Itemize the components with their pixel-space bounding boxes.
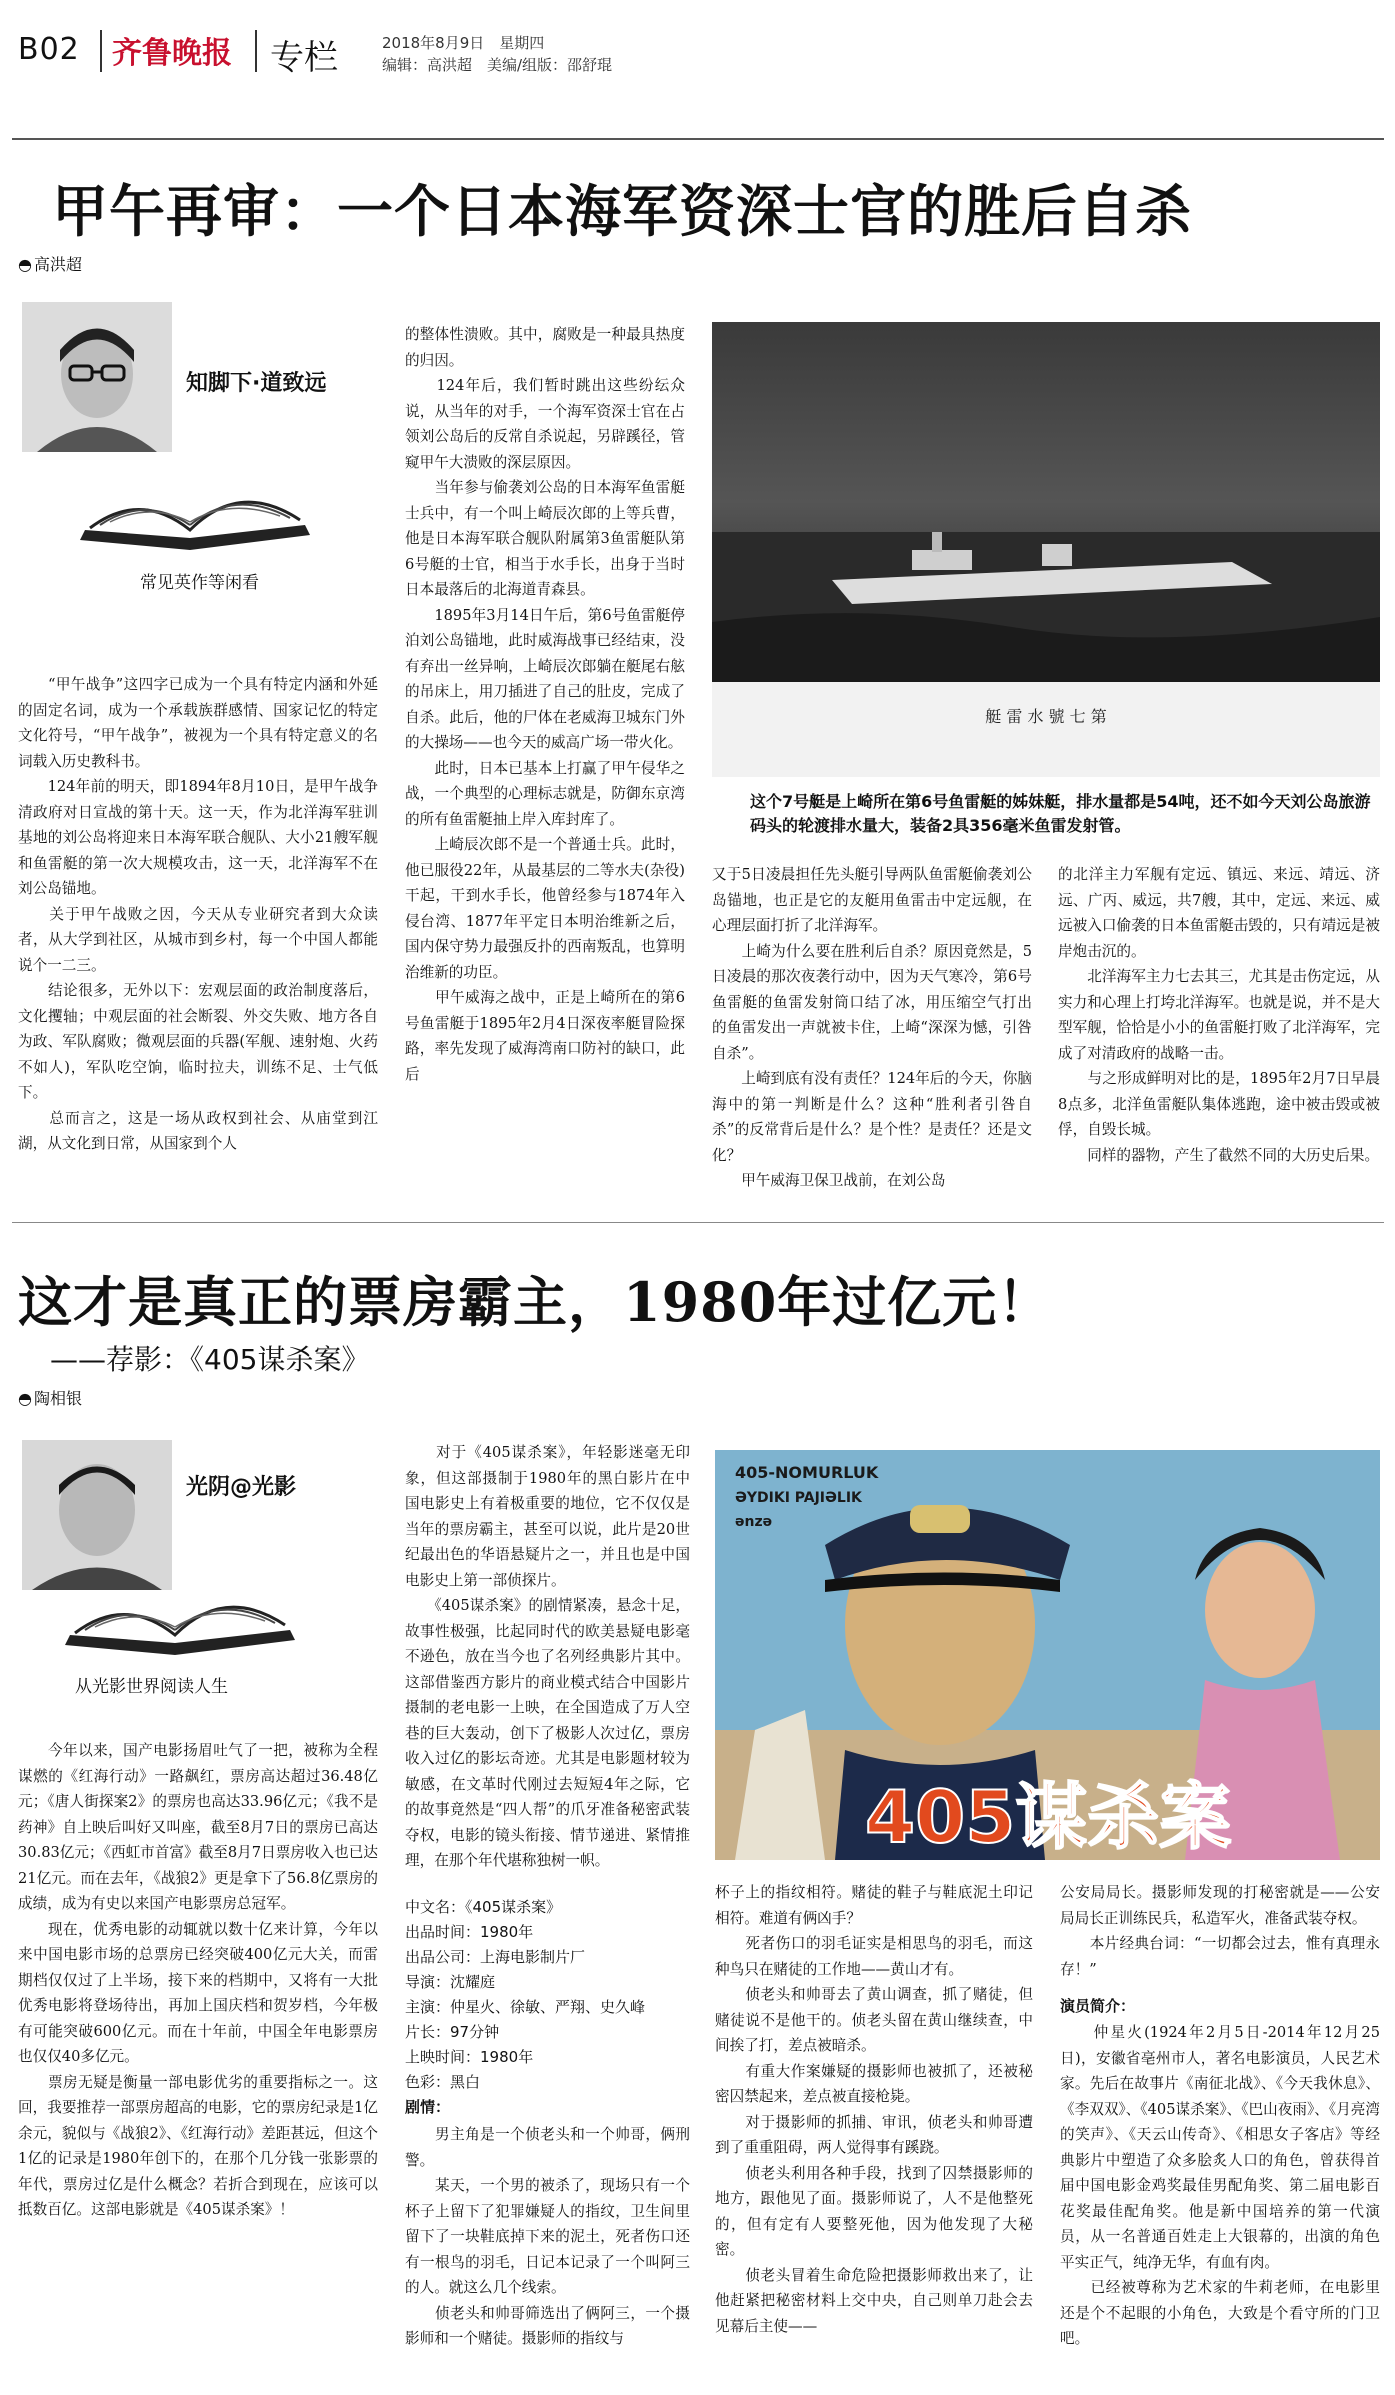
article-1-column-3: 又于5日凌晨担任先头艇引导两队鱼雷艇偷袭刘公岛锚地，也正是它的友艇用鱼雷击中定远舰，在心理层面打折了北洋海军。 上崎为什么要在胜利后自杀？原因竟然是，5日凌晨的那次夜袭行动中，因为天气寒冷，第6号鱼雷艇的鱼雷发射筒口结了冰，用压缩空气打出的鱼雷发出一声就被卡住，上崎“深深为憾，引咎自杀”。 上崎到底有没有责任？124年后的今天，你脑海中的第一判断是什么？这种“胜利者引咎自杀”的反常背后是什么？是个性？是责任？还是文化？ 甲午威海卫保卫战前，在刘公岛 — [712, 866, 1032, 1189]
plot-label: 剧情： — [405, 2098, 451, 2116]
columnist-portrait — [22, 1440, 172, 1590]
film-info-row: 导演：沈耀庭 — [405, 1973, 496, 1991]
page-number: B02 — [18, 32, 80, 67]
article-1-title: 甲午再审：一个日本海军资深士官的胜后自杀 — [52, 179, 1192, 245]
actor-intro-label: 演员简介： — [1060, 1997, 1136, 2015]
film-info-row: 色彩：黑白 — [405, 2073, 481, 2091]
article-2-plot: 男主角是一个侦老头和一个帅哥，俩刑警。 某天，一个男的被杀了，现场只有一个杯子上留下了犯罪嫌疑人的指纹，卫生间里留下了一块鞋底掉下来的泥土，死者伤口还有一根鸟的羽毛，日记本记录了一个叫阿三的人。就这么几个线索。 侦老头和帅哥筛选出了俩阿三，一个摄影师和一个赌徒。摄影师的指纹与 — [405, 2126, 690, 2347]
film-info-list — [405, 1895, 690, 2120]
torpedo-boat-image — [712, 322, 1380, 777]
film-poster-image — [715, 1450, 1380, 1860]
article-2-title: 这才是真正的票房霸主，1980年过亿元！ — [18, 1270, 1053, 1334]
film-poster — [715, 1450, 1380, 1860]
article-2-subtitle: ——荐影：《405谋杀案》 — [50, 1343, 370, 1376]
article-2-actor-bio: 仲星火(1924年2月5日-2014年12月25日)，安徽省亳州市人，著名电影演员，人民艺术家。先后在故事片《南征北战》、《今天我休息》、《李双双》、《405谋杀案》、《巴山夜雨》、《月亮湾的笑声》、《天云山传奇》、《相思女子客店》等经典影片中塑造了众多脍炙人口的角色，曾获得首届中国电影金鸡奖最佳男配角奖、第二届电影百花奖最佳配角奖。他是新中国培养的第一代演员，从一名普通百姓走上大银幕的，出演的角色平实正气，纯净无华，有血有肉。 已经被尊称为艺术家的牛莉老师，在电影里还是个不起眼的小角色，大致是个看守所的门卫吧。 — [1060, 2024, 1380, 2347]
columnist-avatar — [22, 302, 172, 452]
article-1-column-4: 的北洋主力军舰有定远、镇远、来远、靖远、济远、广丙、威远，共7艘，其中，定远、来远、威远被入口偷袭的日本鱼雷艇击毁的，只有靖远是被岸炮击沉的。 北洋海军主力七去其三，尤其是击伤定远，从实力和心理上打垮北洋海军。也就是说，并不是大型军舰，恰恰是小小的鱼雷艇打败了北洋海军，完成了对清政府的战略一击。 与之形成鲜明对比的是，1895年2月7日早晨8点多，北洋鱼雷艇队集体逃跑，途中被击毁或被俘，自毁长城。 同样的器物，产生了截然不同的大历史后果。 — [1058, 866, 1380, 1164]
date-line: 2018年8月9日 星期四 — [382, 34, 545, 52]
photo-1-caption: 这个7号艇是上崎所在第6号鱼雷艇的姊妹艇，排水量都是54吨，还不如今天刘公岛旅游码头的轮渡排水量大，装备2具356毫米鱼雷发射管。 — [750, 792, 1371, 835]
poster-uyghur-line-3: ənzə — [735, 1514, 773, 1530]
editor-line: 编辑：高洪超 美编/组版：邵舒琨 — [382, 56, 613, 74]
poster-uyghur-line-1: 405-NOMURLUK — [735, 1463, 879, 1482]
columnist-avatar — [22, 1440, 172, 1590]
header-divider — [100, 30, 102, 72]
header-rule — [12, 138, 1384, 140]
column-name: 知脚下·道致远 — [186, 371, 327, 396]
open-book-icon — [55, 1575, 305, 1665]
film-info-row: 出品公司：上海电影制片厂 — [405, 1948, 586, 1966]
article-2-column-3: 杯子上的指纹相符。赌徒的鞋子与鞋底泥土印记相符。难道有俩凶手？ 死者伤口的羽毛证实是相思鸟的羽毛，而这种鸟只在赌徒的工作地——黄山才有。 侦老头和帅哥去了黄山调查，抓了赌徒，但赌徒说不是他干的。侦老头留在黄山继续查，中间挨了打，差点被暗杀。 有重大作案嫌疑的摄影师也被抓了，还被秘密囚禁起来，差点被直接枪毙。 对于摄影师的抓捕、审讯，侦老头和帅哥遭到了重重阻碍，两人觉得事有蹊跷。 侦老头利用各种手段，找到了囚禁摄影师的地方，跟他见了面。摄影师说了，人不是他整死的，但有定有人要整死他，因为他发现了大秘密。 侦老头冒着生命危险把摄影师救出来了，让他赶紧把秘密材料上交中央，自己则单刀赴会去见幕后主使—— — [715, 1884, 1033, 2335]
article-1-column-1: “甲午战争”这四字已成为一个具有特定内涵和外延的固定名词，成为一个承载族群感情、国家记忆的特定文化符号，“甲午战争”，被视为一个具有特定意义的名词载入历史教科书。 124年前的明天，即1894年8月10日，是甲午战争清政府对日宣战的第十天。这一天，作为北洋海军驻训基地的刘公岛将迎来日本海军联合舰队、大小21艘军舰和鱼雷艇的第一次大规模攻击，这一天，北洋海军不在刘公岛锚地。 关于甲午战败之因，今天从专业研究者到大众读者，从大学到社区，从城市到乡村，每一个中国人都能说个一二三。 结论很多，无外以下：宏观层面的政治制度落后，文化攫轴；中观层面的社会断裂、外交失败、地方各自为政、军队腐败；微观层面的兵器(军舰、速射炮、火药不如人)，军队吃空饷，临时拉夫，训练不足、士气低下。 总而言之，这是一场从政权到社会、从庙堂到江湖，从文化到日常，从国家到个人 — [18, 676, 378, 1152]
article-2-column-2: 对于《405谋杀案》，年轻影迷毫无印象，但这部摄制于1980年的黑白影片在中国电影史上有着极重要的地位，它不仅仅是当年的票房霸主，甚至可以说，此片是20世纪最出色的华语悬疑片之一，并且也是中国电影史上第一部侦探片。 《405谋杀案》的剧情紧凑，悬念十足，故事性极强，比起同时代的欧美悬疑电影毫不逊色，放在当今也了名列经典影片其中。这部借鉴西方影片的商业模式结合中国影片摄制的老电影一上映，在全国造成了万人空巷的巨大轰动，创下了极影人次过亿，票房收入过亿的影坛奇迹。尤其是电影题材较为敏感，在文革时代刚过去短短4年之际，它的故事竟然是“四人帮”的爪牙准备秘密武装夺权，电影的镜头衔接、情节递进、紧情推理，在那个年代堪称独树一帜。 — [405, 1444, 690, 1869]
article-2-column-1: 今年以来，国产电影扬眉吐气了一把，被称为全程谋燃的《红海行动》一路飙红，票房高达超过36.48亿元；《唐人街探案2》的票房也高达33.96亿元；《我不是药神》自上映后叫好又叫座，截至8月7日的票房已高达30.83亿元；《西虹市首富》截至8月7日票房收入也已达21亿元。而在去年，《战狼2》更是拿下了56.8亿票房的成绩，成为有史以来国产电影票房总冠军。 现在，优秀电影的动辄就以数十亿来计算，今年以来中国电影市场的总票房已经突破400亿元大关，而雷期档仅仅过了上半场，接下来的档期中，又将有一大批优秀电影将登场待出，再加上国庆档和贺岁档，今年极有可能突破600亿元。而在十年前，中国全年电影票房也仅仅40多亿元。 票房无疑是衡量一部电影优劣的重要指标之一。这回，我要推荐一部票房超高的电影，它的票房纪录是1亿余元，貌似与《战狼2》、《红海行动》差距甚远，但这个1亿的记录是1980年创下的，在那个几分钱一张影票的年代，票房过亿是什么概念？若折合到现在，应该可以抵数百亿。这部电影就是《405谋杀案》！ — [18, 1742, 378, 2218]
section-name: 专栏 — [270, 38, 338, 78]
film-info-row: 片长：97分钟 — [405, 2023, 500, 2041]
torpedo-boat-photo — [712, 322, 1380, 777]
header-divider — [255, 30, 257, 72]
column-motto: 从光影世界阅读人生 — [75, 1677, 228, 1697]
newspaper-logo: 齐鲁晚报 — [112, 36, 232, 71]
article-1-column-2: 的整体性溃败。其中，腐败是一种最具热度的归因。 124年后，我们暂时跳出这些纷纭众说，从当年的对手，一个海军资深士官在占领刘公岛后的反常自杀说起，另辟蹊径，管窥甲午大溃败的深层原因。 当年参与偷袭刘公岛的日本海军鱼雷艇士兵中，有一个叫上崎辰次郎的上等兵曹，他是日本海军联合舰队附属第3鱼雷艇队第6号艇的士官，相当于水手长，出身于当时日本最落后的北海道青森县。 1895年3月14日午后，第6号鱼雷艇停泊刘公岛锚地，此时威海战事已经结束，没有弃出一丝异响，上崎辰次郎躺在艇尾右舷的吊床上，用刀插进了自己的肚皮，完成了自杀。此后，他的尸体在老威海卫城东门外的大操场——也今天的威高广场一带火化。 此时，日本已基本上打赢了甲午侵华之战，一个典型的心理标志就是，防御东京湾的所有鱼雷艇抽上岸入库封库了。 上崎辰次郎不是一个普通士兵。此时，他已服役22年，从最基层的二等水夫(杂役)干起，干到水手长，他曾经参与1874年入侵台湾、1877年平定日本明治维新之后，国内保守势力最强反扑的西南叛乱，也算明治维新的功臣。 甲午威海之战中，正是上崎所在的第6号鱼雷艇于1895年2月4日深夜率艇冒险探路，率先发现了威海湾南口防衬的缺口，此后 — [405, 326, 685, 1083]
article-2-column-4: 公安局局长。摄影师发现的打秘密就是——公安局局长正训练民兵，私造军火，准备武装夺权。 本片经典台词：“一切都会过去，惟有真理永存！” — [1060, 1884, 1380, 1978]
open-book-icon — [70, 470, 320, 560]
film-info-row: 主演：仲星火、徐敏、严翔、史久峰 — [405, 1998, 646, 2016]
columnist-portrait — [22, 302, 172, 452]
column-motto: 常见英作等闲看 — [140, 573, 259, 593]
photo-inscription: 艇 雷 水 號 七 第 — [985, 707, 1107, 726]
film-info-row: 中文名：《405谋杀案》 — [405, 1898, 562, 1916]
film-info-row: 出品时间：1980年 — [405, 1923, 534, 1941]
poster-title: 405谋杀案 — [865, 1775, 1232, 1859]
poster-uyghur-line-2: ƏYDIKI PAJIƏLIK — [735, 1490, 862, 1506]
film-info-row: 上映时间：1980年 — [405, 2048, 534, 2066]
article-2-byline: ◓ 陶相银 — [18, 1386, 82, 1409]
article-1-byline: ◓ 高洪超 — [18, 252, 82, 275]
article-divider — [12, 1222, 1384, 1223]
column-name: 光阴@光影 — [186, 1475, 297, 1500]
